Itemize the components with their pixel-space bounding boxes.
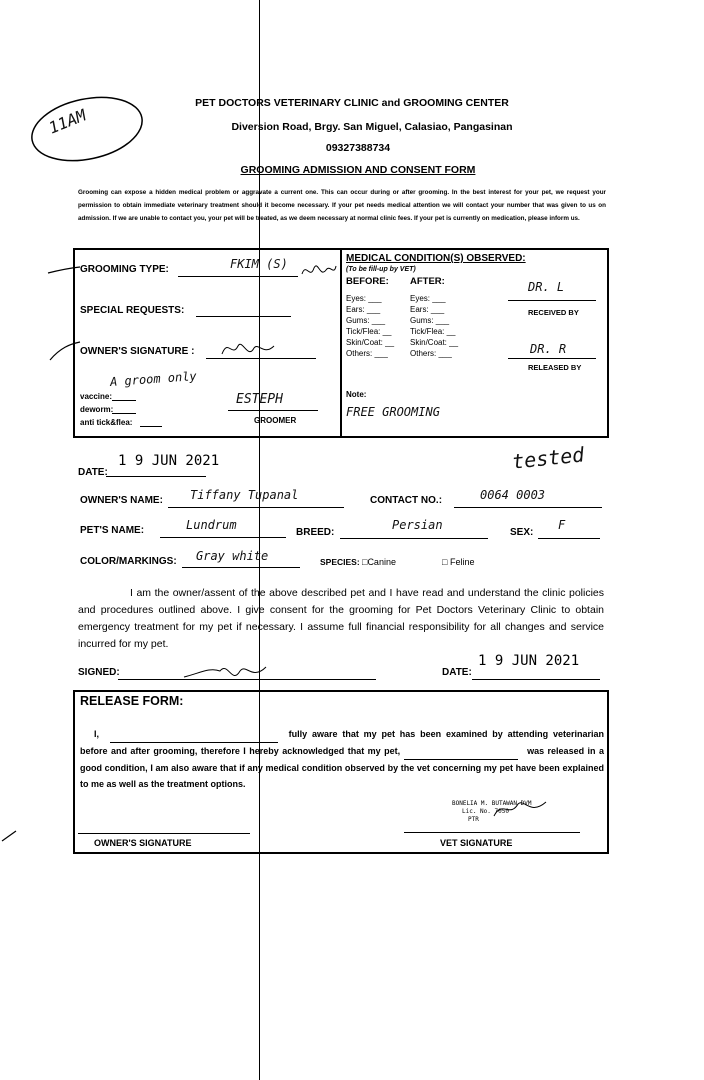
before-item[interactable]: Tick/Flea: __ xyxy=(346,327,392,336)
after-item[interactable]: Skin/Coat: __ xyxy=(410,338,459,347)
stamp-line-2: Lic. No. 7050 xyxy=(462,808,509,815)
color-line xyxy=(182,567,300,568)
vet-signature-scribble xyxy=(490,796,550,824)
after-item[interactable]: Eyes: ___ xyxy=(410,294,446,303)
consent-paragraph: I am the owner/assent of the above described pet and I have read and understand the clinic policies and procedures outlined above. I give consent for the grooming for Pet Doctors Veterinary Clinic to obtain emergency treatment for my pet if necessary. I assume full financial responsibility for all changes and service incurred for my pet. xyxy=(78,587,604,650)
release-pet-blank[interactable] xyxy=(404,743,518,760)
species-feline-option[interactable] xyxy=(442,557,474,567)
release-text-3: was released in a good condition, I am also aware that if any medical condition observed by the vet concerning my pet have been explained to me as well as the treatment options. xyxy=(80,746,604,789)
after-item[interactable]: Tick/Flea: __ xyxy=(410,327,456,336)
intro-paragraph: Grooming can expose a hidden medical problem or aggravate a current one. This can occur during or after grooming. In the best interest for your pet, we request your permission to obtain immediate veterinary treatment should it become necessary. If your pet needs medical attention we will contact your number that was given to us on admission. If we are unable to contact you, your pet will be treated, as we deem necessary at normal clinic fees. If your pet is currently on medication, please inform us. xyxy=(78,189,606,222)
after-item[interactable]: Others: ___ xyxy=(410,349,452,358)
before-item[interactable]: Gums: ___ xyxy=(346,316,386,325)
signed-date-label: DATE: xyxy=(442,667,472,678)
release-name-blank[interactable] xyxy=(110,726,278,743)
scan-artifact-line xyxy=(259,0,260,1080)
contact-label: CONTACT NO.: xyxy=(370,495,443,506)
color-value[interactable]: Gray white xyxy=(196,549,269,563)
owner-signature-label: OWNER'S SIGNATURE : xyxy=(80,346,195,357)
after-item[interactable]: Gums: ___ xyxy=(410,316,450,325)
signed-label: SIGNED: xyxy=(78,667,120,678)
before-item[interactable]: Eyes: ___ xyxy=(346,294,382,303)
date-line xyxy=(106,476,206,477)
contact-value[interactable]: 0064 0003 xyxy=(480,488,546,502)
after-label: AFTER: xyxy=(410,276,445,287)
vet-signature-line[interactable] xyxy=(404,832,580,833)
release-text-2: fully aware that my pet has been examined by attending veterinarian before and after grooming, therefore I hereby acknowledged that my pet, xyxy=(80,729,604,756)
clinic-phone: 09327388734 xyxy=(325,142,391,154)
note-label: Note: xyxy=(346,390,367,399)
sex-label: SEX: xyxy=(510,527,534,538)
received-by-label: RECEIVED BY xyxy=(528,308,579,317)
tested-note: tested xyxy=(510,442,586,474)
owner-name-value[interactable]: Tiffany Tupanal xyxy=(190,488,299,502)
release-title: RELEASE FORM: xyxy=(80,694,184,708)
note-value[interactable]: FREE GROOMING xyxy=(346,405,440,419)
date-label: DATE: xyxy=(78,467,108,478)
after-item[interactable]: Ears: ___ xyxy=(410,305,445,314)
vaccine-label: vaccine: xyxy=(80,392,113,401)
owner-signature-line-release[interactable] xyxy=(78,833,250,834)
sex-line xyxy=(538,538,600,539)
color-label: COLOR/MARKINGS: xyxy=(80,556,177,567)
groomer-label: GROOMER xyxy=(254,416,297,425)
hand-drawn-arcs xyxy=(0,240,704,490)
stamp-line-1: BONELIA M. BUTAWAN DVM xyxy=(452,800,532,807)
species-label: SPECIES: xyxy=(320,557,360,567)
signed-date-value[interactable]: 1 9 JUN 2021 xyxy=(478,653,580,669)
grooming-type-value[interactable]: FKIM (S) xyxy=(230,257,288,271)
special-requests-label: SPECIAL REQUESTS: xyxy=(80,305,185,316)
release-paragraph xyxy=(80,726,604,792)
grooming-type-label: GROOMING TYPE: xyxy=(80,264,169,275)
pet-name-value[interactable]: Lundrum xyxy=(186,518,237,532)
clinic-name: PET DOCTORS VETERINARY CLINIC and GROOMING CENTER xyxy=(195,97,509,109)
date-value[interactable]: 1 9 JUN 2021 xyxy=(118,453,220,469)
medical-title: MEDICAL CONDITION(S) OBSERVED: xyxy=(346,253,526,264)
contact-line xyxy=(454,507,602,508)
before-item[interactable]: Others: ___ xyxy=(346,349,388,358)
form-title: GROOMING ADMISSION AND CONSENT FORM xyxy=(240,164,476,176)
released-by-name: DR. R xyxy=(530,342,567,356)
stamp-line-3: PTR xyxy=(468,816,479,823)
species-feline-label: Feline xyxy=(449,557,475,567)
clinic-address: Diversion Road, Brgy. San Miguel, Calasiao, Pangasinan xyxy=(231,121,513,133)
circled-time-text: 11AM xyxy=(45,105,89,138)
tick-flea-label: anti tick&flea: xyxy=(80,418,133,427)
medical-subtitle: (To be fill-up by VET) xyxy=(346,266,416,273)
checkbox-icon: □ xyxy=(362,557,368,567)
breed-label: BREED: xyxy=(296,527,335,538)
owner-name-line xyxy=(168,507,344,508)
breed-line xyxy=(340,538,488,539)
deworm-label: deworm: xyxy=(80,405,114,414)
signed-date-line xyxy=(472,679,600,680)
groomer-name: ESTEPH xyxy=(236,392,283,407)
pet-name-line xyxy=(160,537,286,538)
checkbox-icon: □ xyxy=(442,557,448,567)
breed-value[interactable]: Persian xyxy=(392,518,443,532)
signed-signature-scribble xyxy=(180,657,270,689)
species-canine-option[interactable] xyxy=(362,557,396,567)
pet-name-label: PET'S NAME: xyxy=(80,525,145,536)
release-text-i: I, xyxy=(94,729,100,739)
margin-mark xyxy=(0,825,20,845)
received-by-name: DR. L xyxy=(528,280,565,294)
released-by-label: RELEASED BY xyxy=(528,363,582,372)
owner-name-label: OWNER'S NAME: xyxy=(80,495,163,506)
release-owner-signature-label: OWNER'S SIGNATURE xyxy=(94,838,192,848)
vet-signature-label: VET SIGNATURE xyxy=(440,838,513,848)
sex-value[interactable]: F xyxy=(558,518,566,532)
groom-only-note: A groom only xyxy=(109,368,198,390)
before-item[interactable]: Ears: ___ xyxy=(346,305,381,314)
species-canine-label: Canine xyxy=(367,557,396,567)
before-label: BEFORE: xyxy=(346,276,389,287)
before-item[interactable]: Skin/Coat: __ xyxy=(346,338,395,347)
